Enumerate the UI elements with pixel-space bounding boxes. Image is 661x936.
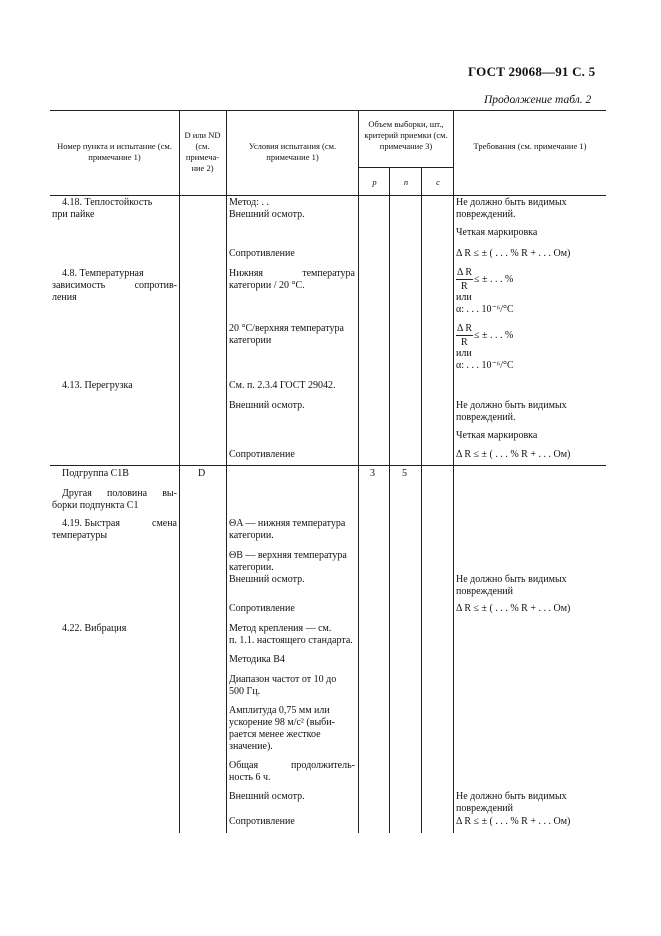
req-delta-r-3: Δ R ≤ ± ( . . . % R + . . . Ом) [456,603,571,614]
condition-resistance-1: Сопротивление [229,248,295,259]
condition-duration-word-2: продолжитель- [291,760,355,771]
subgroup-p-value: 3 [370,468,375,479]
subgroup-other-word-2: половина [106,488,148,499]
header-col-dnd: D или ND (см. примеча- ние 2) [184,130,221,173]
formula-1-denominator: R [461,281,468,292]
subgroup-other-line1 [62,488,177,500]
condition-amplitude-line2: ускорение 98 м/с² (выби- [229,717,335,728]
condition-duration-line2: ность 6 ч. [229,772,271,783]
subheader-border [358,167,453,168]
header-bottom-border [50,195,606,196]
formula-1-tail: ≤ ± . . . % [474,274,514,285]
condition-lower-temp-line1 [229,268,355,280]
condition-duration-line1 [229,760,355,772]
condition-theta-a-line2: категории. [229,530,274,541]
test-4-13-title: 4.13. Перегрузка [62,380,133,391]
condition-method-b4: Методика В4 [229,654,285,665]
req-or-1: или [456,292,472,303]
header-col-number: Номер пункта и испытание (см. примечание 1) [57,141,172,162]
req-marking-2: Четкая маркировка [456,430,538,441]
formula-2-denominator: R [461,337,468,348]
condition-amplitude-line4: значение). [229,741,273,752]
req-no-damage-2: Не должно быть видимых повреждений. [456,400,567,423]
header-col-c: c [436,177,440,187]
condition-theta-b-line2: категории. [229,562,274,573]
condition-resistance-2: Сопротивление [229,449,295,460]
header-col-p: p [372,177,377,187]
req-delta-r-2: Δ R ≤ ± ( . . . % R + . . . Ом) [456,449,571,460]
test-4-19-title-line2: температуры [52,530,108,541]
formula-2-tail: ≤ ± . . . % [474,330,514,341]
test-4-18-title-cont: при пайке [52,209,95,220]
test-4-8-title-line2 [52,280,177,292]
test-4-8-word-1: зависимость [52,280,106,291]
test-4-19-word-1: 4.19. Быстрая [62,518,120,529]
req-alpha-2: α: . . . 10⁻⁶/°С [456,360,514,371]
req-delta-r-1: Δ R ≤ ± ( . . . % R + . . . Ом) [456,248,571,259]
col-divider-2 [226,110,227,833]
subgroup-other-word-1: Другая [62,488,92,499]
condition-theta-a-line1: ΘA — нижняя температура [229,518,346,529]
condition-upper-temp-line1: 20 °С/верхняя температура [229,323,344,334]
subgroup-d: D [198,468,206,479]
condition-amplitude-line3: рается менее жесткое [229,729,321,740]
condition-lower-temp-line2: категории / 20 °С. [229,280,305,291]
formula-2-numerator: Δ R [457,323,473,334]
subgroup-n-value: 5 [402,468,407,479]
col-divider-1 [179,110,180,833]
col-divider-5 [421,167,422,833]
table-continuation-label: Продолжение табл. 2 [484,94,592,106]
group-separator [50,465,606,466]
condition-lower-word-1: Нижняя [229,268,264,279]
condition-frequency-line1: Диапазон частот от 10 до [229,674,337,685]
condition-visual-3: Внешний осмотр. [229,574,305,585]
col-divider-4 [389,167,390,833]
test-4-8-title: 4.8. Температурная [62,268,144,279]
subgroup-title: Подгруппа С1В [62,468,129,479]
subgroup-other-word-3: вы- [162,488,177,499]
test-4-8-word-2: сопротив- [134,280,177,291]
condition-amplitude-line1: Амплитуда 0,75 мм или [229,705,330,716]
condition-duration-word-1: Общая [229,760,259,771]
test-4-19-title-line1 [62,518,177,530]
req-delta-r-4: Δ R ≤ ± ( . . . % R + . . . Ом) [456,816,571,827]
condition-visual-1: Внешний осмотр. [229,209,305,220]
subgroup-other-line2: борки подпункта С1 [52,500,139,511]
condition-frequency-line2: 500 Гц. [229,686,261,697]
formula-2-bar [456,335,473,336]
req-no-damage-1: Не должно быть видимых повреждений. [456,197,567,220]
header-col-conditions: Условия испытания (см. примечание 1) [248,141,337,162]
condition-mounting-line2: п. 1.1. настоящего стандарта. [229,635,353,646]
test-4-18-title: 4.18. Теплостойкость [62,197,153,208]
condition-upper-temp-line2: категории [229,335,272,346]
req-no-damage-4: Не должно быть видимых повреждений [456,791,567,814]
header-col-sample: Объем выборки, шт., критерий приемки (см. примечание 3) [364,119,448,151]
table-top-border [50,110,606,111]
condition-see-ref: См. п. 2.3.4 ГОСТ 29042. [229,380,336,391]
condition-method: Метод: . . [229,197,270,208]
header-col-requirements: Требования (см. примечание 1) [473,141,587,151]
req-or-2: или [456,348,472,359]
req-no-damage-3: Не должно быть видимых повреждений [456,574,567,597]
condition-visual-2: Внешний осмотр. [229,400,305,411]
formula-1-bar [456,279,473,280]
header-col-n: n [403,177,409,187]
col-divider-3 [358,110,359,833]
condition-theta-b-line1: ΘB — верхняя температура [229,550,347,561]
condition-visual-4: Внешний осмотр. [229,791,305,802]
condition-lower-word-2: температура [302,268,355,279]
page-header: ГОСТ 29068—91 С. 5 [468,64,596,79]
test-4-22-title: 4.22. Вибрация [62,623,127,634]
condition-mounting-line1: Метод крепления — см. [229,623,332,634]
test-4-8-title-line3: ления [52,292,77,303]
formula-1-numerator: Δ R [457,267,473,278]
col-divider-6 [453,110,454,833]
condition-resistance-3: Сопротивление [229,603,295,614]
test-4-19-word-2: смена [152,518,177,529]
req-marking-1: Четкая маркировка [456,227,538,238]
condition-resistance-4: Сопротивление [229,816,295,827]
req-alpha-1: α: . . . 10⁻⁶/°С [456,304,514,315]
